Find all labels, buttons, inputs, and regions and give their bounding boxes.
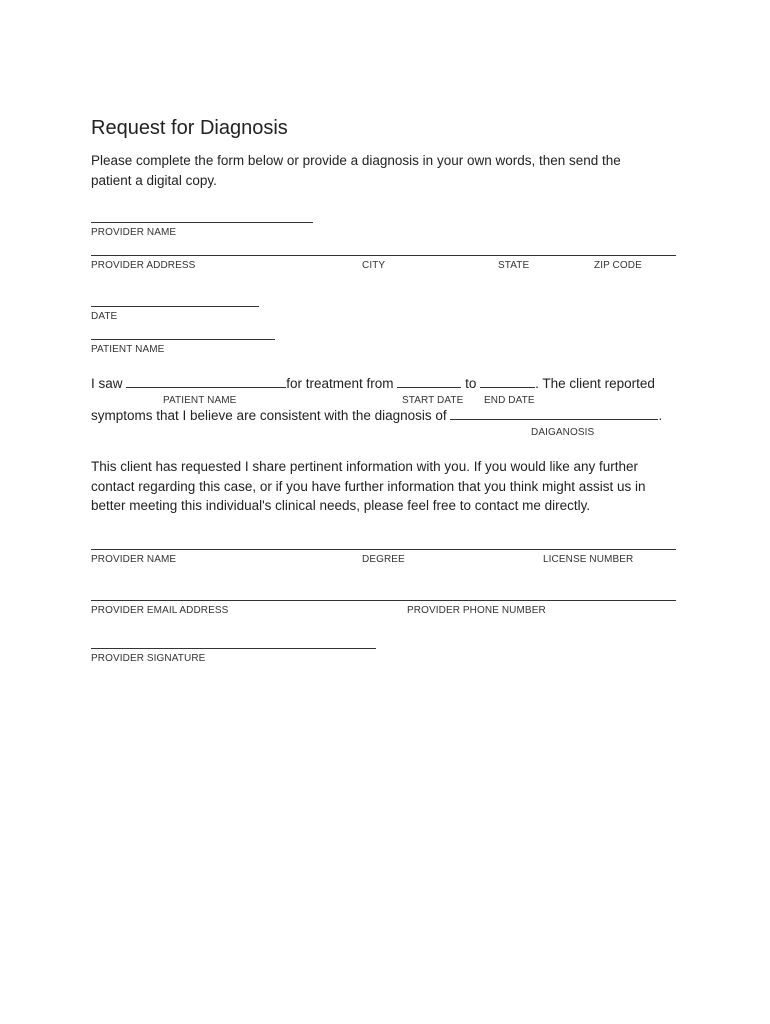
provider-email-label: PROVIDER EMAIL ADDRESS [91,605,229,616]
provider-credentials-line[interactable] [91,549,676,550]
patient-name-blank[interactable] [126,376,286,388]
statement-line-2 [91,408,662,423]
provider-contact-line[interactable] [91,600,676,601]
degree-label: DEGREE [362,554,405,565]
end-date-blank[interactable] [480,376,535,388]
diagnosis-label: DAIGANOSIS [531,427,595,438]
statement-part2: for treatment from [286,376,398,391]
statement-part4: . The client reported [535,376,655,391]
start-date-label: START DATE [402,395,464,406]
license-number-label: LICENSE NUMBER [543,554,634,565]
patient-name-label: PATIENT NAME [91,344,165,355]
provider-name-line[interactable] [91,222,313,223]
provider-signature-line[interactable] [91,648,376,649]
body-paragraph: This client has requested I share pertinent information with you. If you would like any further contact regarding this case, or if you have further information that you think might assist us in better meeting this individual's clinical needs, please feel free to contact me directly. [91,459,646,513]
statement-part1: I saw [91,376,127,391]
statement-line-1 [91,376,655,391]
statement-line2-start: symptoms that I believe are consistent with the diagnosis of [91,408,451,423]
patient-name-line[interactable] [91,339,275,340]
zip-code-label: ZIP CODE [594,260,642,271]
end-date-label: END DATE [484,395,535,406]
statement-part3: to [461,376,481,391]
diagnosis-blank[interactable] [450,408,658,420]
provider-name-label: PROVIDER NAME [91,227,177,238]
state-label: STATE [498,260,530,271]
provider-address-line[interactable] [91,255,676,256]
intro-text: Please complete the form below or provide a diagnosis in your own words, then send the patient a digital copy. [91,153,621,188]
provider-phone-label: PROVIDER PHONE NUMBER [407,605,546,616]
provider-address-label: PROVIDER ADDRESS [91,260,196,271]
city-label: CITY [362,260,386,271]
provider-signature-label: PROVIDER SIGNATURE [91,653,206,664]
provider-name-label-2: PROVIDER NAME [91,554,177,565]
statement-line2-end: . [658,408,663,423]
start-date-blank[interactable] [397,376,461,388]
page-title: Request for Diagnosis [91,117,288,139]
date-line[interactable] [91,306,259,307]
statement-patient-name-label: PATIENT NAME [163,395,237,406]
date-label: DATE [91,311,118,322]
